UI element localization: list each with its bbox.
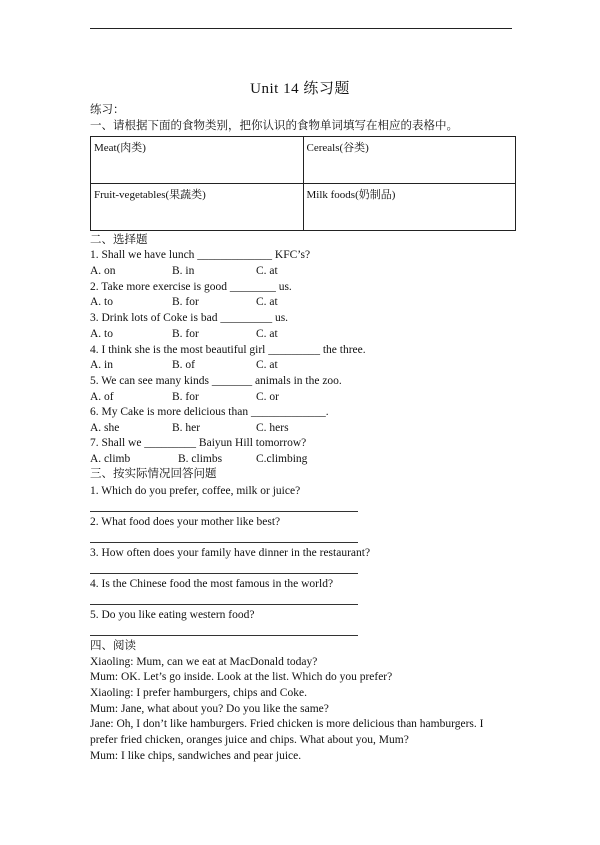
question-1: 1. Shall we have lunch _____________ KFC’s? bbox=[90, 249, 311, 261]
option-a: A. in bbox=[90, 359, 113, 371]
answer-line-3 bbox=[90, 573, 358, 574]
table-cell-meat: Meat(肉类) bbox=[91, 137, 304, 184]
options-6 bbox=[90, 421, 490, 436]
dialogue-line: Xiaoling: I prefer hamburgers, chips and Coke. bbox=[90, 687, 307, 699]
question-5: 5. We can see many kinds _______ animals in the zoo. bbox=[90, 375, 342, 387]
question-7: 7. Shall we _________ Baiyun Hill tomorrow? bbox=[90, 437, 307, 449]
question-4: 4. I think she is the most beautiful girl _________ the three. bbox=[90, 344, 366, 356]
dialogue-line: Xiaoling: Mum, can we eat at MacDonald today? bbox=[90, 656, 318, 668]
answer-line-2 bbox=[90, 542, 358, 543]
option-a: A. climb bbox=[90, 453, 131, 465]
option-b: B. for bbox=[172, 391, 199, 403]
section3-heading: 三、按实际情况回答问题 bbox=[90, 468, 217, 480]
section2-heading: 二、选择题 bbox=[90, 234, 148, 246]
answer-line-4 bbox=[90, 604, 358, 605]
answer-question-1: 1. Which do you prefer, coffee, milk or juice? bbox=[90, 485, 301, 497]
table-cell-fruit-vegetables: Fruit-vegetables(果蔬类) bbox=[91, 184, 304, 231]
option-c: C. at bbox=[256, 265, 278, 277]
dialogue-line: Mum: I like chips, sandwiches and pear juice. bbox=[90, 750, 302, 762]
option-c: C. or bbox=[256, 391, 279, 403]
question-6: 6. My Cake is more delicious than _____________. bbox=[90, 406, 329, 418]
dialogue-line: Jane: Oh, I don’t like hamburgers. Fried chicken is more delicious than hamburgers. I bbox=[90, 718, 484, 730]
header-rule bbox=[90, 28, 512, 29]
answer-line-5 bbox=[90, 635, 358, 636]
options-5 bbox=[90, 390, 490, 405]
option-b: B. climbs bbox=[178, 453, 223, 465]
question-3: 3. Drink lots of Coke is bad _________ us. bbox=[90, 312, 289, 324]
option-b: B. for bbox=[172, 296, 199, 308]
section1-heading: 一、请根据下面的食物类别，把你认识的食物单词填写在相应的表格中。 bbox=[90, 120, 458, 132]
option-b: B. of bbox=[172, 359, 195, 371]
option-b: B. in bbox=[172, 265, 195, 277]
answer-line-1 bbox=[90, 511, 358, 512]
option-c: C. hers bbox=[256, 422, 289, 434]
table-cell-cereals: Cereals(谷类) bbox=[303, 137, 516, 184]
answer-question-5: 5. Do you like eating western food? bbox=[90, 609, 255, 621]
option-b: B. for bbox=[172, 328, 199, 340]
dialogue-line: Mum: Jane, what about you? Do you like the same? bbox=[90, 703, 329, 715]
table-cell-milk-foods: Milk foods(奶制品) bbox=[303, 184, 516, 231]
options-3 bbox=[90, 327, 490, 342]
dialogue-line: prefer fried chicken, oranges juice and chips. What about you, Mum? bbox=[90, 734, 409, 746]
answer-question-3: 3. How often does your family have dinner in the restaurant? bbox=[90, 547, 371, 559]
option-a: A. to bbox=[90, 296, 113, 308]
answer-question-4: 4. Is the Chinese food the most famous in the world? bbox=[90, 578, 334, 590]
page-title: Unit 14 练习题 bbox=[250, 81, 350, 97]
option-b: B. her bbox=[172, 422, 201, 434]
options-7 bbox=[90, 452, 490, 467]
option-c: C. at bbox=[256, 359, 278, 371]
option-c: C.climbing bbox=[256, 453, 308, 465]
question-2: 2. Take more exercise is good ________ us. bbox=[90, 281, 292, 293]
practice-label: 练习： bbox=[90, 104, 125, 116]
option-a: A. on bbox=[90, 265, 116, 277]
option-a: A. she bbox=[90, 422, 120, 434]
option-c: C. at bbox=[256, 328, 278, 340]
options-2 bbox=[90, 295, 490, 310]
option-c: C. at bbox=[256, 296, 278, 308]
option-a: A. of bbox=[90, 391, 114, 403]
options-1 bbox=[90, 264, 490, 279]
dialogue-line: Mum: OK. Let’s go inside. Look at the list. Which do you prefer? bbox=[90, 671, 393, 683]
options-4 bbox=[90, 358, 490, 373]
answer-question-2: 2. What food does your mother like best? bbox=[90, 516, 281, 528]
food-category-table bbox=[90, 136, 516, 231]
section4-heading: 四、阅读 bbox=[90, 640, 136, 652]
option-a: A. to bbox=[90, 328, 113, 340]
